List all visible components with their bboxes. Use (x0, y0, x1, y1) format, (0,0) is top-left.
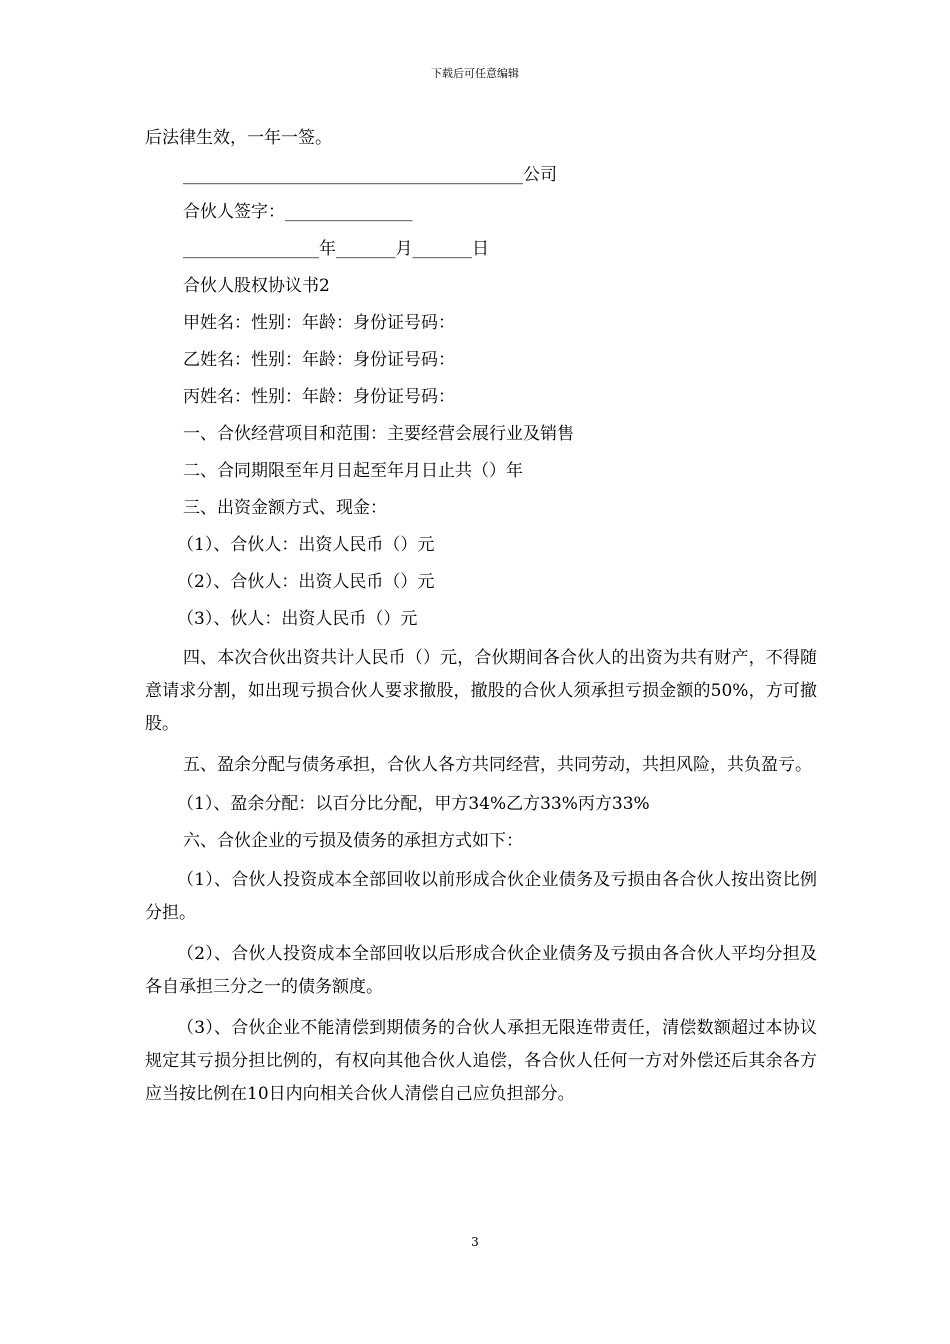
company-signature-line: ________________________________________公司 (183, 165, 557, 185)
agreement-title: 合伙人股权协议书2 (183, 276, 330, 296)
party-a-info: 甲姓名：性别：年龄：身份证号码： (183, 313, 455, 333)
loss-item-2: （2）、合伙人投资成本全部回收以后形成合伙企业债务及亏损由各合伙人平均分担及各自承担三分之一的债务额度。 (145, 944, 817, 997)
section-6-loss-and-debt: 六、合伙企业的亏损及债务的承担方式如下： (183, 831, 523, 851)
section-1-scope: 一、合伙经营项目和范围：主要经营会展行业及销售 (183, 424, 574, 444)
section-3-capital: 三、出资金额方式、现金： (183, 498, 387, 518)
page-number: 3 (471, 1235, 479, 1249)
capital-item-3: （3）、伙人：出资人民币（）元 (177, 609, 418, 629)
date-line: ________________年_______月_______日 (183, 239, 489, 259)
loss-item-1: （1）、合伙人投资成本全部回收以前形成合伙企业债务及亏损由各合伙人按出资比例分担。 (145, 870, 817, 923)
section-2-term: 二、合同期限至年月日起至年月日止共（）年 (183, 461, 523, 481)
party-c-info: 丙姓名：性别：年龄：身份证号码： (183, 387, 455, 407)
section-5-profit-and-debt: 五、盈余分配与债务承担，合伙人各方共同经营，共同劳动，共担风险，共负盈亏。 (183, 755, 812, 775)
header-note: 下载后可任意编辑 (431, 67, 519, 80)
paragraph-effective: 后法律生效，一年一签。 (145, 128, 332, 148)
capital-item-2: （2）、合伙人：出资人民币（）元 (177, 572, 435, 592)
party-b-info: 乙姓名：性别：年龄：身份证号码： (183, 350, 455, 370)
profit-distribution: （1）、盈余分配：以百分比分配，甲方34%乙方33%丙方33% (177, 794, 650, 814)
loss-item-3: （3）、合伙企业不能清偿到期债务的合伙人承担无限连带责任，清偿数额超过本协议规定其亏损分担比例的，有权向其他合伙人追偿，各合伙人任何一方对外偿还后其余各方应当按比例在10日内向相关合伙人清偿自己应负担部分。 (145, 1018, 817, 1104)
partner-signature-line: 合伙人签字：_______________ (183, 202, 413, 222)
section-4-total-capital: 四、本次合伙出资共计人民币（）元，合伙期间各合伙人的出资为共有财产，不得随意请求分割，如出现亏损合伙人要求撤股，撤股的合伙人须承担亏损金额的50%，方可撤股。 (145, 648, 817, 734)
capital-item-1: （1）、合伙人：出资人民币（）元 (177, 535, 435, 555)
document-body (145, 120, 817, 1115)
